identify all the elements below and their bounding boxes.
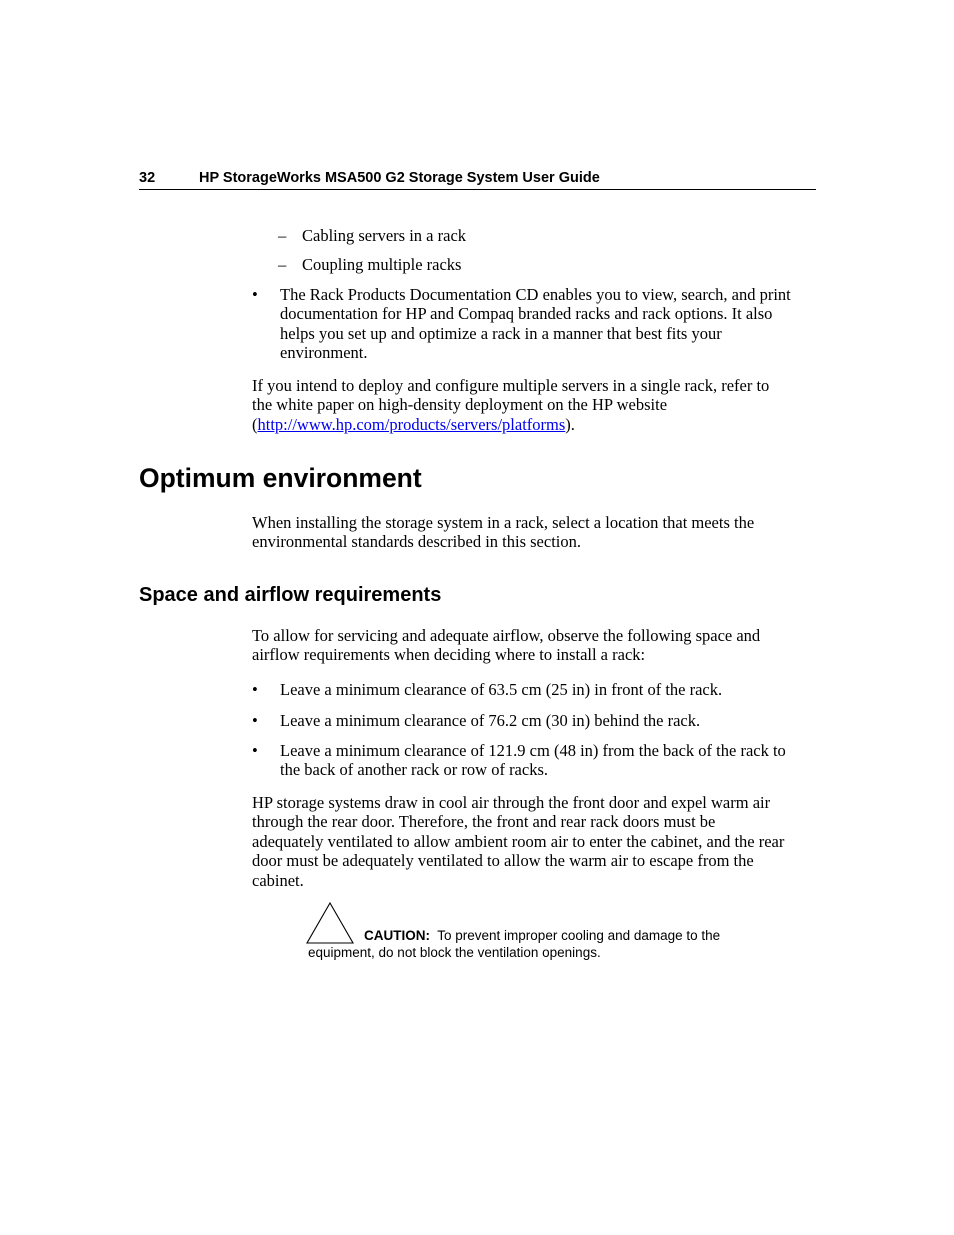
text-line: documentation for HP and Compaq branded racks and rack options. It also — [280, 304, 773, 324]
text-line: the back of another rack or row of racks. — [280, 760, 549, 780]
page-number: 32 — [139, 170, 156, 186]
subsection-heading-space-airflow: Space and airflow requirements — [139, 584, 442, 606]
text-line: environment. — [280, 343, 368, 363]
text-line: Leave a minimum clearance of 63.5 cm (25 in) in front of the rack. — [280, 680, 723, 699]
caution-label: CAUTION: — [364, 928, 430, 943]
running-header — [139, 168, 816, 190]
text-line: environmental standards described in this section. — [252, 532, 582, 552]
dash-marker: – — [278, 226, 287, 245]
text-line: When installing the storage system in a rack, select a location that meets the — [252, 513, 755, 532]
section-heading-optimum-environment: Optimum environment — [139, 463, 422, 493]
text-line: cabinet. — [252, 870, 304, 890]
deploy-paragraph — [252, 376, 769, 434]
caution-text: To prevent improper cooling and damage to the — [437, 928, 721, 943]
text-line: door must be adequately ventilated to allow the warm air to escape from the — [252, 851, 754, 871]
text-line: HP storage systems draw in cool air through the front door and expel warm air — [252, 793, 771, 812]
hp-platforms-link[interactable]: http://www.hp.com/products/servers/platforms — [257, 414, 566, 434]
close-paren: ). — [565, 414, 575, 434]
text-line: Leave a minimum clearance of 76.2 cm (30 in) behind the rack. — [280, 711, 701, 730]
caution-note — [308, 928, 720, 961]
text-line: helps you set up and optimize a rack in a manner that best fits your — [280, 323, 722, 343]
list-item-text — [280, 680, 722, 699]
text-line: the white paper on high-density deployment on the HP website — [252, 395, 668, 415]
text-line: adequately ventilated to allow ambient room air to enter the cabinet, and the rear — [252, 831, 785, 851]
sub-list-item-text: Cabling servers in a rack — [302, 226, 467, 245]
caution-text: equipment, do not block the ventilation openings. — [308, 944, 601, 960]
text-line — [252, 415, 769, 434]
dash-marker: – — [278, 255, 287, 274]
text-line: through the rear door. Therefore, the front and rear rack doors must be — [252, 812, 716, 832]
space-intro-paragraph — [252, 626, 760, 665]
bullet-marker: • — [252, 741, 258, 760]
text-line: airflow requirements when deciding where to install a rack: — [252, 645, 646, 665]
optimum-paragraph — [252, 513, 754, 552]
bullet-marker: • — [252, 285, 258, 304]
open-paren: ( — [252, 414, 258, 434]
bullet-marker: • — [252, 680, 258, 699]
list-item-text — [280, 711, 700, 730]
airflow-paragraph — [252, 793, 784, 890]
caution-line — [308, 928, 720, 945]
text-line: To allow for servicing and adequate airflow, observe the following space and — [252, 626, 761, 645]
bullet-marker: • — [252, 711, 258, 730]
guide-title: HP StorageWorks MSA500 G2 Storage System User Guide — [199, 170, 600, 186]
text-line: The Rack Products Documentation CD enables you to view, search, and print — [280, 285, 791, 304]
text-line: If you intend to deploy and configure multiple servers in a single rack, refer to — [252, 376, 770, 395]
list-item-text — [280, 741, 786, 780]
sub-list-item-text: Coupling multiple racks — [302, 255, 462, 274]
text-line: Leave a minimum clearance of 121.9 cm (48 in) from the back of the rack to — [280, 741, 786, 760]
list-item-text — [280, 285, 791, 363]
